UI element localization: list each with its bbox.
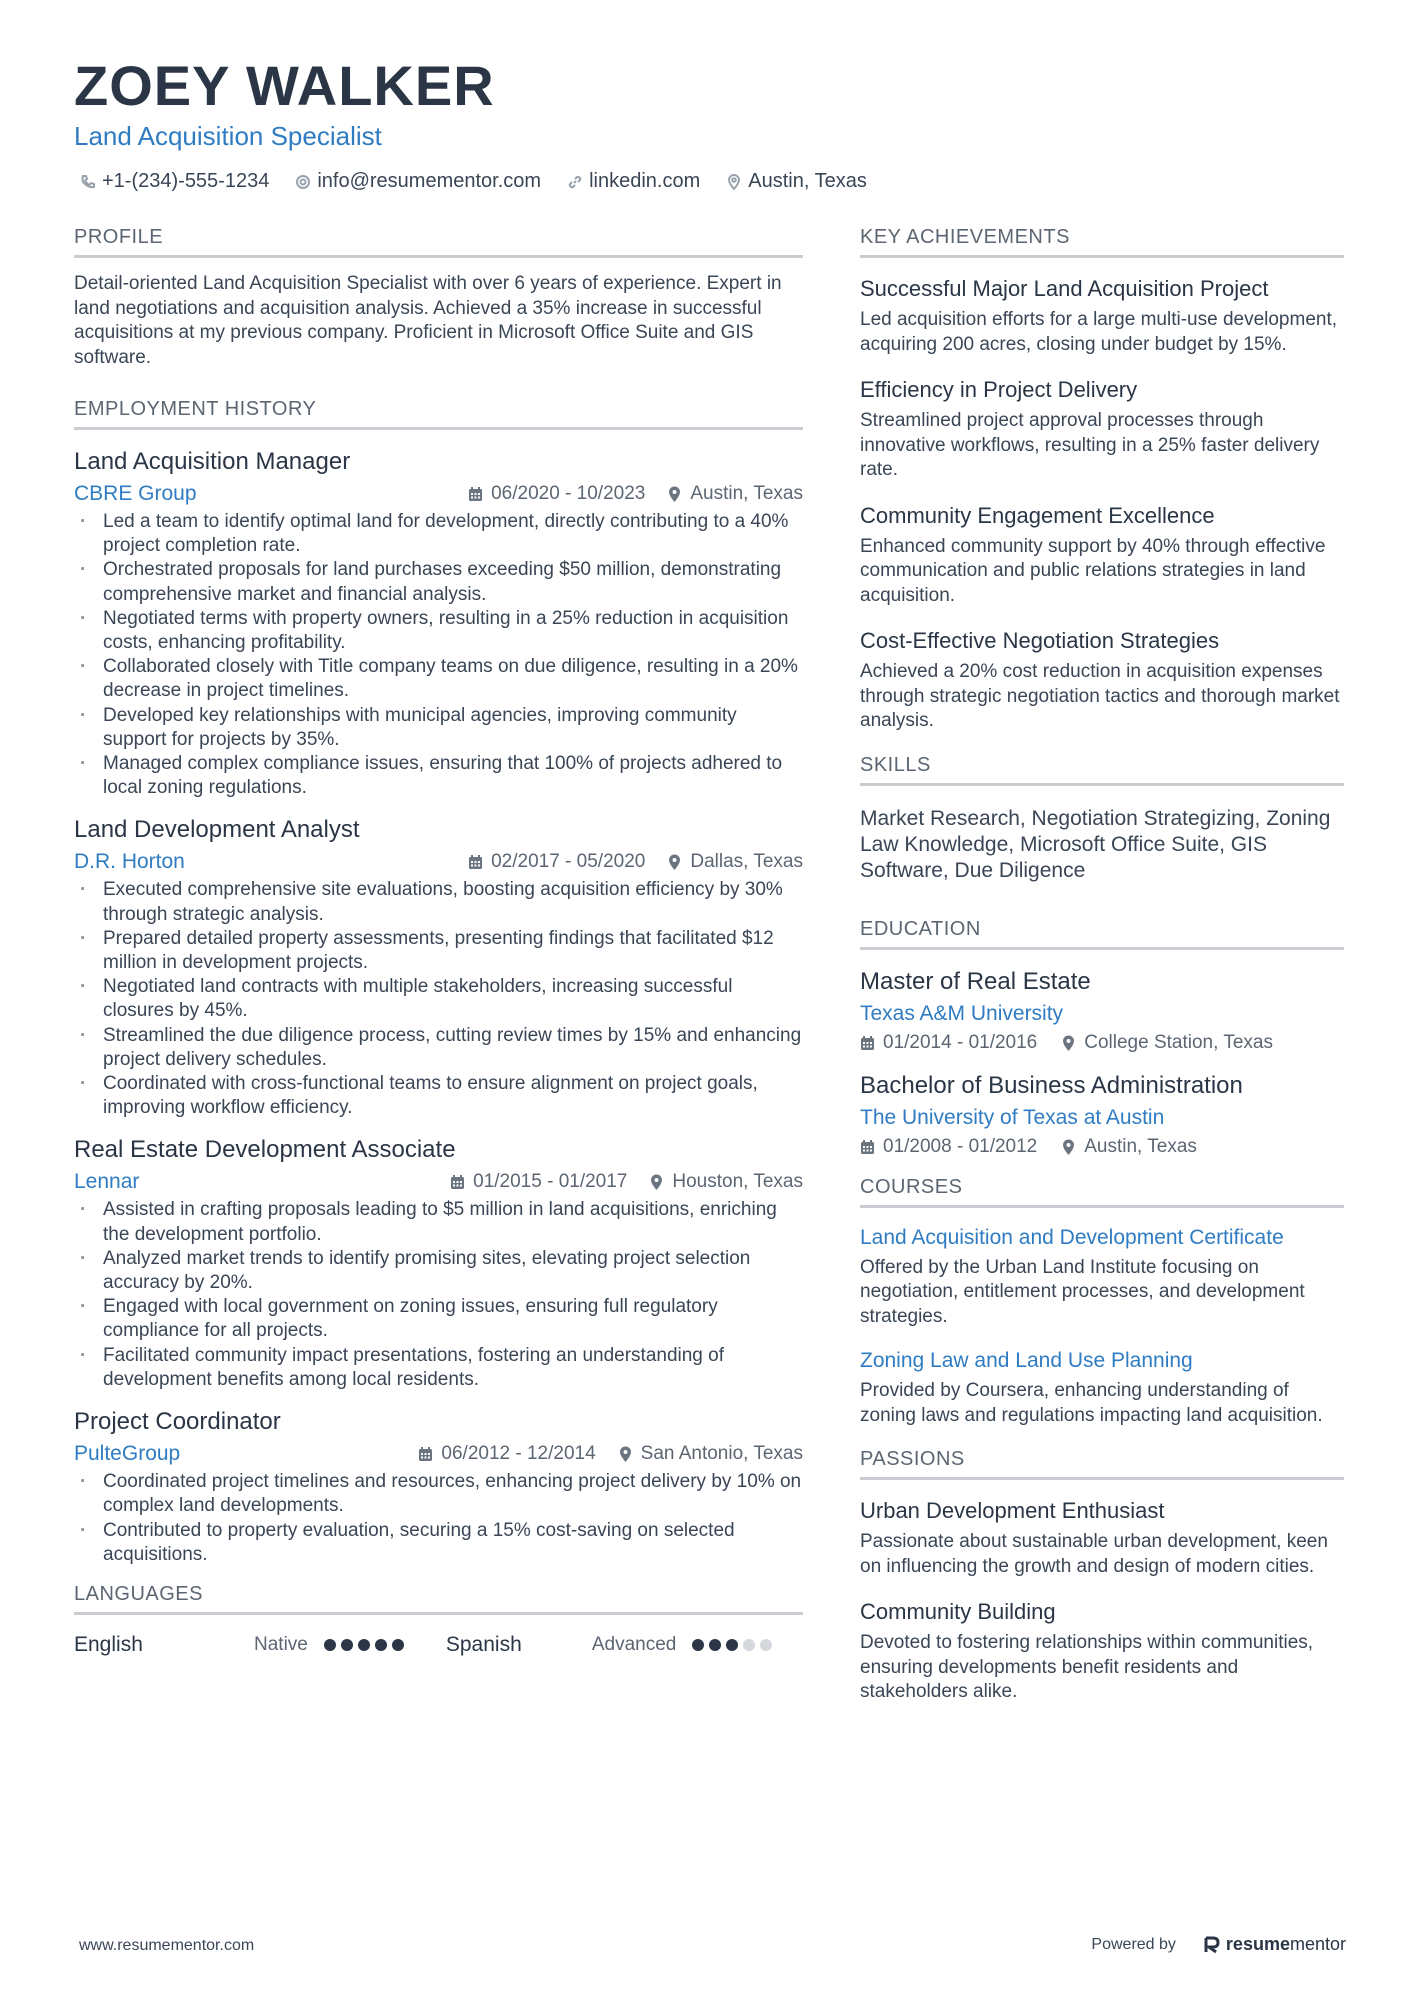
education-meta xyxy=(860,1032,1344,1054)
brand-rest: mentor xyxy=(1289,1934,1346,1954)
job-position: Project Coordinator xyxy=(74,1408,281,1436)
language-level: Advanced xyxy=(591,1633,677,1655)
job-dates-text: 06/2012 - 12/2014 xyxy=(441,1443,596,1465)
brand-bold: resume xyxy=(1225,1934,1290,1954)
education-dates xyxy=(860,1136,1037,1158)
job-company: D.R. Horton xyxy=(74,850,185,874)
job-company: PulteGroup xyxy=(74,1442,181,1466)
education-meta xyxy=(860,1136,1344,1158)
contact-bar xyxy=(80,170,867,193)
job-dates-text: 06/2020 - 10/2023 xyxy=(491,483,646,504)
achievement-title: Community Engagement Excellence xyxy=(860,502,1215,528)
contact-linkedin[interactable] xyxy=(567,170,700,193)
language-name: English xyxy=(74,1632,143,1656)
passion-item xyxy=(860,1498,1344,1579)
job-bullet: · Collaborated closely with Title company teams on due diligence, resulting in a 20% decrease in project timelines. xyxy=(74,655,803,703)
job-entry xyxy=(74,1408,803,1567)
achievements-heading: KEY ACHIEVEMENTS xyxy=(860,226,1344,258)
job-dates-text: 02/2017 - 05/2020 xyxy=(491,851,646,873)
languages-heading: LANGUAGES xyxy=(74,1583,803,1615)
rating-dot xyxy=(743,1639,755,1651)
job-location-text: San Antonio, Texas xyxy=(640,1443,803,1465)
education-degree: Bachelor of Business Administration xyxy=(860,1071,1243,1099)
language-list xyxy=(74,1633,803,1657)
achievement-item xyxy=(860,503,1344,609)
passions-heading: PASSIONS xyxy=(860,1448,1344,1480)
job-dates xyxy=(468,851,645,873)
job-dates xyxy=(468,483,645,505)
job-details xyxy=(468,851,803,873)
job-bullet: · Engaged with local government on zoning issues, ensuring full regulatory compliance for all projects. xyxy=(74,1295,803,1343)
skills-heading: SKILLS xyxy=(860,754,1344,786)
course-desc: Provided by Coursera, enhancing understanding of zoning laws and regulations impacting land acquisition. xyxy=(860,1380,1323,1426)
education-list xyxy=(860,968,1344,1158)
job-position: Land Acquisition Manager xyxy=(74,448,351,475)
language-name: Spanish xyxy=(445,1632,522,1656)
education-heading: EDUCATION xyxy=(860,918,1344,950)
calendar-icon xyxy=(468,854,483,870)
passion-title: Community Building xyxy=(860,1599,1056,1624)
rating-dot xyxy=(726,1639,738,1651)
rating-dot xyxy=(375,1639,387,1651)
education-section xyxy=(860,918,1344,1158)
education-item xyxy=(860,1072,1344,1158)
job-location xyxy=(667,483,803,505)
passion-item xyxy=(860,1599,1344,1705)
contact-phone-text: +1-(234)-555-1234 xyxy=(102,170,270,192)
education-school: Texas A&M University xyxy=(860,1001,1064,1025)
rating-dot xyxy=(709,1639,721,1651)
passions-section xyxy=(860,1448,1344,1705)
education-school: The University of Texas at Austin xyxy=(860,1105,1165,1129)
education-dates-text: 01/2008 - 01/2012 xyxy=(883,1135,1038,1157)
calendar-icon xyxy=(450,1174,465,1190)
job-bullet: · Managed complex compliance issues, ensuring that 100% of projects adhered to local zoning regulations. xyxy=(74,752,803,800)
resume-name: ZOEY WALKER xyxy=(74,54,495,117)
achievement-title: Efficiency in Project Delivery xyxy=(860,377,1138,402)
job-location-text: Houston, Texas xyxy=(672,1171,803,1193)
contact-phone xyxy=(80,170,269,193)
job-meta xyxy=(74,1170,803,1194)
location-icon xyxy=(667,486,682,502)
job-entry xyxy=(74,1136,803,1392)
job-bullet: · Led a team to identify optimal land for development, directly contributing to a 40% project completion rate. xyxy=(74,510,803,558)
right-column xyxy=(860,226,1344,1733)
job-dates xyxy=(418,1443,595,1465)
job-details xyxy=(450,1171,803,1193)
course-title: Zoning Law and Land Use Planning xyxy=(860,1349,1193,1372)
achievement-desc: Enhanced community support by 40% through effective communication and public relations strategies in land acquisition. xyxy=(860,535,1326,606)
course-item xyxy=(860,1349,1344,1428)
email-icon xyxy=(295,174,311,190)
job-bullets xyxy=(74,878,803,1120)
job-details xyxy=(468,483,803,505)
achievement-title: Successful Major Land Acquisition Project xyxy=(860,276,1269,301)
employment-heading: EMPLOYMENT HISTORY xyxy=(74,398,803,430)
location-icon xyxy=(618,1446,633,1462)
job-bullet: · Coordinated project timelines and resources, enhancing project delivery by 10% on complex land developments. xyxy=(74,1470,803,1518)
job-title: Land Acquisition Specialist xyxy=(74,121,382,151)
achievement-title: Cost-Effective Negotiation Strategies xyxy=(860,628,1220,653)
courses-section xyxy=(860,1176,1344,1429)
language-level: Native xyxy=(254,1633,308,1655)
link-icon xyxy=(567,174,583,190)
brand-logo[interactable] xyxy=(1204,1934,1346,1955)
profile-text: Detail-oriented Land Acquisition Specialist with over 6 years of experience. Expert in land negotiations and acquisition analysis. Achieved a 35% increase in successful acquisitions at my previous company. Proficient in Microsoft Office Suite and GIS software. xyxy=(74,273,782,368)
job-details xyxy=(418,1443,803,1465)
job-meta xyxy=(74,482,803,506)
job-bullet: · Facilitated community impact presentations, fostering an understanding of development benefits among local residents. xyxy=(74,1344,803,1392)
achievements-section xyxy=(860,226,1344,734)
job-bullet: · Executed comprehensive site evaluations, boosting acquisition efficiency by 30% through strategic analysis. xyxy=(74,878,803,926)
contact-email[interactable] xyxy=(295,170,541,193)
education-dates-text: 01/2014 - 01/2016 xyxy=(883,1031,1038,1053)
achievement-list xyxy=(860,276,1344,734)
achievement-desc: Led acquisition efforts for a large multi-use development, acquiring 200 acres, closing under budget by 15%. xyxy=(860,309,1338,355)
job-position: Real Estate Development Associate xyxy=(74,1136,456,1164)
job-bullet: · Negotiated terms with property owners, resulting in a 25% reduction in acquisition costs, enhancing profitability. xyxy=(74,607,803,655)
rating-dot xyxy=(324,1639,336,1651)
job-location-text: Dallas, Texas xyxy=(690,851,803,873)
location-icon xyxy=(726,174,742,190)
job-location-text: Austin, Texas xyxy=(690,483,803,504)
calendar-icon xyxy=(468,486,483,502)
education-location xyxy=(1061,1032,1273,1054)
job-bullet: · Developed key relationships with municipal agencies, improving community support for projects by 35%. xyxy=(74,704,803,752)
contact-location xyxy=(726,170,867,193)
footer-website[interactable]: www.resumementor.com xyxy=(79,1937,255,1954)
passion-desc: Passionate about sustainable urban development, keen on influencing the growth and design of modern cities. xyxy=(860,1531,1328,1577)
courses-heading: COURSES xyxy=(860,1176,1344,1208)
job-bullet: · Streamlined the due diligence process, cutting review times by 15% and enhancing project delivery schedules. xyxy=(74,1024,803,1072)
left-column xyxy=(74,226,803,1685)
education-location xyxy=(1061,1136,1197,1158)
rating-dot xyxy=(358,1639,370,1651)
contact-email-text[interactable]: info@resumementor.com xyxy=(317,170,542,192)
location-icon xyxy=(649,1174,664,1190)
location-icon xyxy=(667,854,682,870)
course-list xyxy=(860,1226,1344,1429)
calendar-icon xyxy=(860,1139,875,1155)
job-meta xyxy=(74,1442,803,1466)
profile-heading: PROFILE xyxy=(74,226,803,258)
job-location xyxy=(618,1443,803,1465)
achievement-desc: Achieved a 20% cost reduction in acquisition expenses through strategic negotiation tactics and thorough market analysis. xyxy=(860,661,1340,731)
rating-dot xyxy=(760,1639,772,1651)
employment-section xyxy=(74,398,803,1567)
education-dates xyxy=(860,1032,1037,1054)
job-bullet: · Assisted in crafting proposals leading to $5 million in land acquisitions, enriching the development portfolio. xyxy=(74,1198,803,1246)
job-location xyxy=(649,1171,803,1193)
rating-dot xyxy=(392,1639,404,1651)
passion-list xyxy=(860,1498,1344,1705)
skills-text: Market Research, Negotiation Strategizing, Zoning Law Knowledge, Microsoft Office Suite, GIS Software, Due Diligence xyxy=(860,806,1331,882)
education-location-text: Austin, Texas xyxy=(1084,1135,1197,1157)
footer-branding xyxy=(1091,1934,1346,1955)
job-entry xyxy=(74,816,803,1120)
job-company: Lennar xyxy=(74,1170,140,1194)
job-bullets xyxy=(74,510,803,800)
contact-location-text: Austin, Texas xyxy=(748,170,867,192)
profile-section xyxy=(74,226,803,370)
job-entry xyxy=(74,448,803,800)
rating-dot xyxy=(692,1639,704,1651)
contact-linkedin-text[interactable]: linkedin.com xyxy=(589,170,701,192)
passion-title: Urban Development Enthusiast xyxy=(860,1498,1165,1523)
job-location xyxy=(667,851,803,873)
job-bullet: · Negotiated land contracts with multiple stakeholders, increasing successful closures by 45%. xyxy=(74,975,803,1023)
job-bullets xyxy=(74,1470,803,1567)
achievement-item xyxy=(860,377,1344,483)
skills-section xyxy=(860,754,1344,884)
course-title: Land Acquisition and Development Certificate xyxy=(860,1225,1284,1249)
job-company: CBRE Group xyxy=(74,482,197,505)
calendar-icon xyxy=(860,1035,875,1051)
phone-icon xyxy=(80,174,96,190)
education-item xyxy=(860,968,1344,1054)
job-bullets xyxy=(74,1198,803,1392)
brand-mark-icon xyxy=(1204,1936,1220,1954)
job-bullet: · Contributed to property evaluation, securing a 15% cost-saving on selected acquisitions. xyxy=(74,1519,803,1567)
passion-desc: Devoted to fostering relationships within communities, ensuring developments benefit residents and stakeholders alike. xyxy=(860,1632,1314,1702)
course-item xyxy=(860,1226,1344,1330)
languages-section xyxy=(74,1583,803,1657)
job-bullet: · Orchestrated proposals for land purchases exceeding $50 million, demonstrating comprehensive market and financial analysis. xyxy=(74,558,803,606)
job-dates xyxy=(450,1171,627,1193)
job-bullet: · Prepared detailed property assessments, presenting findings that facilitated $12 million in development projects. xyxy=(74,927,803,975)
course-desc: Offered by the Urban Land Institute focusing on negotiation, entitlement processes, and development strategies. xyxy=(860,1256,1305,1327)
achievement-item xyxy=(860,628,1344,734)
education-degree: Master of Real Estate xyxy=(860,967,1091,995)
calendar-icon xyxy=(418,1446,433,1462)
location-icon xyxy=(1061,1139,1076,1155)
education-location-text: College Station, Texas xyxy=(1084,1031,1273,1053)
job-bullet: · Analyzed market trends to identify promising sites, elevating project selection accuracy by 20%. xyxy=(74,1247,803,1295)
rating-dot xyxy=(341,1639,353,1651)
location-icon xyxy=(1061,1035,1076,1051)
language-rating xyxy=(692,1639,772,1651)
job-bullet: · Coordinated with cross-functional teams to ensure alignment on project goals, improving workflow efficiency. xyxy=(74,1072,803,1120)
job-position: Land Development Analyst xyxy=(74,816,360,844)
language-rating xyxy=(324,1639,404,1651)
achievement-desc: Streamlined project approval processes through innovative workflows, resulting in a 25% faster delivery rate. xyxy=(860,410,1320,480)
job-meta xyxy=(74,850,803,874)
job-list xyxy=(74,448,803,1567)
powered-by-label: Powered by xyxy=(1091,1935,1176,1953)
job-dates-text: 01/2015 - 01/2017 xyxy=(473,1171,628,1193)
achievement-item xyxy=(860,276,1344,357)
